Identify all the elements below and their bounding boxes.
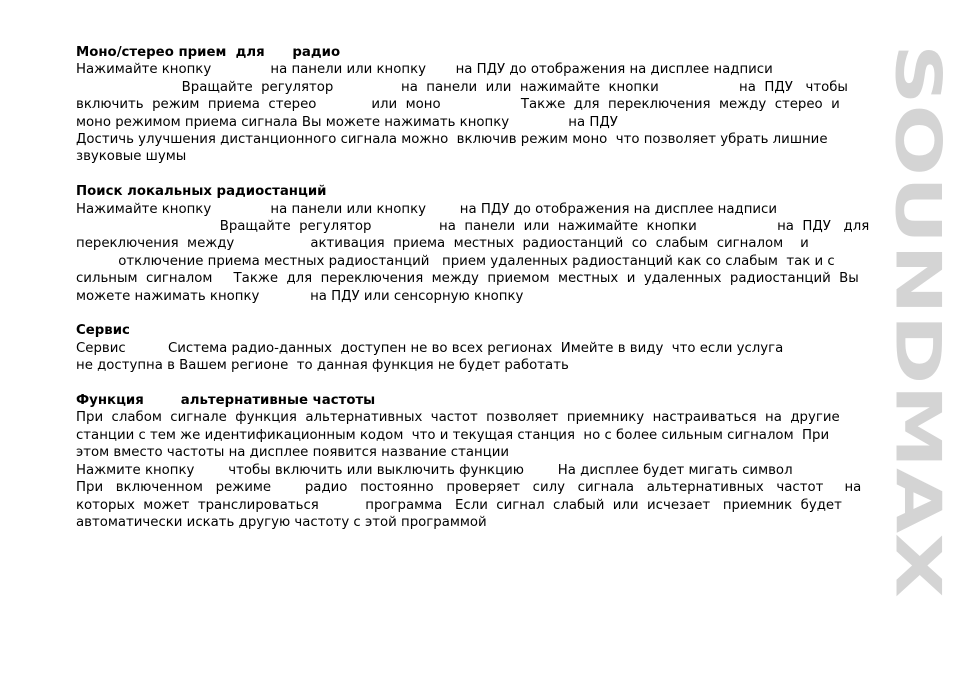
logo-wordmark: SOUNDMAX [881, 44, 954, 453]
paragraph-line: этом вместо частоты на дисплее появится название станции [76, 445, 510, 461]
section-title: Сервис [76, 323, 130, 339]
manual-page-body [76, 44, 880, 549]
paragraph-line: станции с тем же идентификационным кодом что и текущая станция но с более сильным сигналом При [76, 427, 830, 443]
paragraph-line: Нажимайте кнопку на панели или кнопку на ПДУ до отображения на дисплее надписи [76, 62, 773, 78]
paragraph-line: Вращайте регулятор на панели или нажимайте кнопки на ПДУ для [76, 219, 870, 235]
paragraph-line: При слабом сигнале функция альтернативных частот позволяет приемнику настраиваться на другие [76, 410, 840, 426]
section-mono-stereo [76, 44, 880, 166]
paragraph-line: переключения между активация приема местных радиостанций со слабым сигналом и [76, 236, 809, 252]
section-title: Функция альтернативные частоты [76, 393, 376, 409]
paragraph-line: которых может транслироваться программа Если сигнал слабый или исчезает приемник будет [76, 497, 842, 513]
paragraph-line: Достичь улучшения дистанционного сигнала можно включив режим моно что позволяет убрать лишние [76, 132, 828, 148]
section-alt-frequencies [76, 392, 880, 531]
paragraph-line: отключение приема местных радиостанций прием удаленных радиостанций как со слабым так и с [76, 253, 835, 269]
paragraph-line: включить режим приема стерео или моно Также для переключения между стерео и [76, 97, 840, 113]
paragraph-line: Нажмите кнопку чтобы включить или выключить функцию На дисплее будет мигать символ [76, 462, 793, 478]
paragraph-line: Сервис Система радио-данных доступен не во всех регионах Имейте в виду что если услуга [76, 340, 784, 356]
paragraph-line: не доступна в Вашем регионе то данная функция не будет работать [76, 358, 569, 374]
paragraph-line: звуковые шумы [76, 149, 187, 165]
paragraph-line: сильным сигналом Также для переключения между приемом местных и удаленных радиостанций Вы [76, 271, 859, 287]
paragraph-line: Нажимайте кнопку на панели или кнопку на ПДУ до отображения на дисплее надписи [76, 201, 777, 217]
soundmax-logo [881, 44, 954, 598]
paragraph-line: Вращайте регулятор на панели или нажимайте кнопки на ПДУ чтобы [76, 79, 848, 95]
section-local-search [76, 183, 880, 305]
section-title: Поиск локальных радиостанций [76, 184, 327, 200]
paragraph-line: можете нажимать кнопку на ПДУ или сенсорную кнопку [76, 288, 524, 304]
section-title: Моно/стерео прием для радио [76, 45, 341, 60]
paragraph-line: автоматически искать другую частоту с этой программой [76, 514, 487, 530]
paragraph-line: При включенном режиме радио постоянно проверяет силу сигнала альтернативных частот на [76, 480, 862, 496]
paragraph-line: моно режимом приема сигнала Вы можете нажимать кнопку на ПДУ [76, 114, 618, 130]
section-service [76, 322, 880, 374]
